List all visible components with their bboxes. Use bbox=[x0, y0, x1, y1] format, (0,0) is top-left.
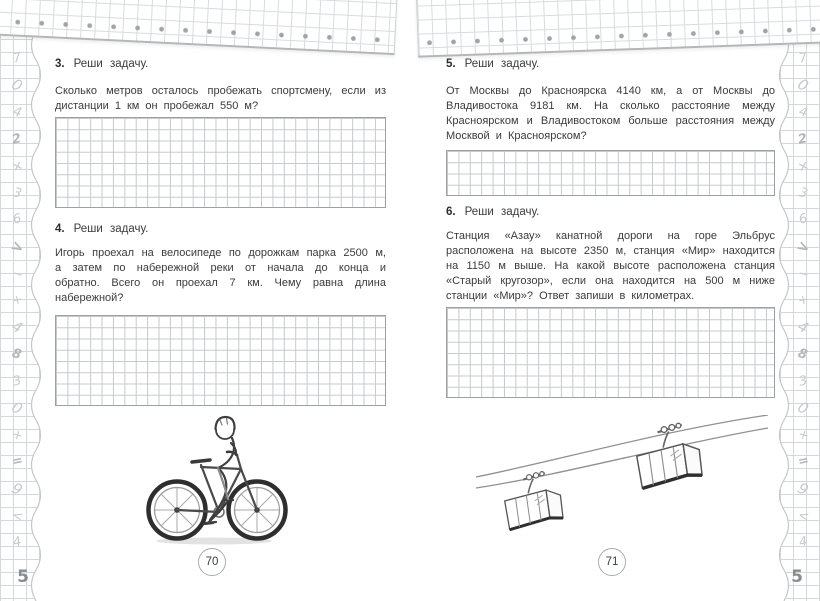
margin-symbol: − bbox=[9, 265, 25, 283]
boy-riding-bicycle-illustration bbox=[138, 405, 290, 547]
margin-symbol: 0 bbox=[8, 397, 26, 419]
problem-text: Сколько метров осталось пробежать спортсмену, если из дистанции 1 км он пробежал 550 м? bbox=[55, 85, 386, 112]
margin-symbol: + bbox=[9, 426, 25, 445]
problem-text: Игорь проехал на велосипеде по дорожкам парка 2500 м, а затем по набережной реки от начала до конца и обратно. Всего он проехал 7 км. Чему равна длина набережной? bbox=[55, 247, 386, 304]
page-left bbox=[55, 57, 386, 601]
margin-symbol: + bbox=[10, 291, 24, 309]
page-number-badge bbox=[198, 548, 226, 576]
margin-symbol: + bbox=[793, 155, 814, 177]
margin-symbol: 7 bbox=[797, 50, 809, 67]
margin-symbol: 2 bbox=[797, 130, 809, 148]
margin-symbol: 4 bbox=[8, 317, 26, 338]
page-number-badge bbox=[598, 548, 626, 576]
margin-symbol: > bbox=[793, 235, 814, 258]
margin-symbol: 6 bbox=[11, 211, 23, 229]
problem-number: 3. bbox=[55, 58, 65, 70]
margin-symbol: 6 bbox=[797, 211, 809, 229]
margin-symbol: 4 bbox=[10, 104, 24, 122]
margin-symbol: = bbox=[796, 453, 810, 471]
margin-symbol: < bbox=[795, 507, 811, 525]
answer-grid[interactable] bbox=[55, 117, 386, 208]
margin-symbol: 9 bbox=[8, 478, 26, 499]
problem-number: 5. bbox=[446, 58, 456, 70]
page-number: 70 bbox=[205, 556, 219, 568]
problem-header bbox=[446, 57, 775, 72]
answer-grid[interactable] bbox=[55, 315, 386, 406]
margin-symbol: = bbox=[10, 453, 24, 471]
margin-symbol: + bbox=[795, 426, 811, 445]
problem-header bbox=[446, 205, 775, 220]
margin-symbol: 3 bbox=[10, 185, 24, 202]
problem-4 bbox=[55, 222, 386, 406]
margin-symbol: 0 bbox=[8, 75, 26, 96]
handwritten-math-symbols-right bbox=[786, 52, 820, 549]
margin-symbol: > bbox=[7, 235, 28, 258]
margin-symbol: + bbox=[796, 291, 810, 309]
margin-symbol: 3 bbox=[797, 372, 809, 390]
margin-symbol: − bbox=[795, 265, 811, 283]
margin-symbol: 7 bbox=[11, 50, 23, 67]
notebook-sheet-edge-right bbox=[415, 0, 820, 58]
problem-title: Реши задачу. bbox=[73, 223, 149, 235]
problem-6 bbox=[446, 205, 775, 398]
chapter-number-badge: 5 bbox=[791, 567, 803, 587]
answer-grid[interactable] bbox=[446, 150, 775, 196]
margin-symbol: 4 bbox=[797, 534, 809, 551]
margin-symbol: 4 bbox=[11, 534, 23, 551]
margin-symbol: 0 bbox=[794, 75, 812, 96]
chapter-number-badge: 5 bbox=[17, 567, 29, 587]
margin-symbol: < bbox=[9, 507, 25, 525]
problem-number: 4. bbox=[55, 223, 65, 235]
margin-symbol: 8 bbox=[796, 346, 810, 364]
problem-text: От Москвы до Красноярска 4140 км, а от Москвы до Владивостока 9181 км. На сколько расстояние между Красноярском и Владивостоком больше расстояния между Москвой и Красноярском? bbox=[446, 85, 775, 142]
problem-number: 6. bbox=[446, 206, 456, 218]
answer-grid[interactable] bbox=[446, 307, 775, 398]
margin-symbol: 2 bbox=[11, 130, 23, 148]
margin-symbol: 9 bbox=[794, 478, 812, 499]
problem-title: Реши задачу. bbox=[73, 58, 149, 70]
decorative-margin-left bbox=[0, 0, 46, 601]
handwritten-math-symbols-left bbox=[0, 52, 34, 549]
problem-3 bbox=[55, 57, 386, 208]
page-number: 71 bbox=[605, 556, 619, 568]
margin-symbol: 0 bbox=[794, 397, 812, 419]
problem-header bbox=[55, 222, 386, 237]
cable-cars-illustration bbox=[476, 415, 768, 550]
problem-title: Реши задачу. bbox=[464, 206, 540, 218]
problem-5 bbox=[446, 57, 775, 196]
margin-symbol: 4 bbox=[794, 317, 812, 338]
margin-symbol: 3 bbox=[11, 372, 23, 390]
problem-title: Реши задачу. bbox=[464, 58, 540, 70]
page-right bbox=[446, 57, 775, 601]
margin-symbol: 4 bbox=[796, 104, 810, 122]
notebook-sheet-edge-left bbox=[0, 0, 399, 55]
margin-symbol: + bbox=[7, 155, 28, 177]
problem-text: Станция «Азау» канатной дороги на горе Эльбрус расположена на высоте 2350 м, станция «Мир» находится на 1150 м выше. На какой высоте расположена станция «Старый кругозор», если она находится на 500 м ниже станции «Мир»? Ответ запиши в километрах. bbox=[446, 230, 775, 302]
decorative-margin-right bbox=[774, 0, 820, 601]
problem-header bbox=[55, 57, 386, 72]
margin-symbol: 3 bbox=[796, 185, 810, 202]
margin-symbol: 8 bbox=[10, 346, 24, 364]
